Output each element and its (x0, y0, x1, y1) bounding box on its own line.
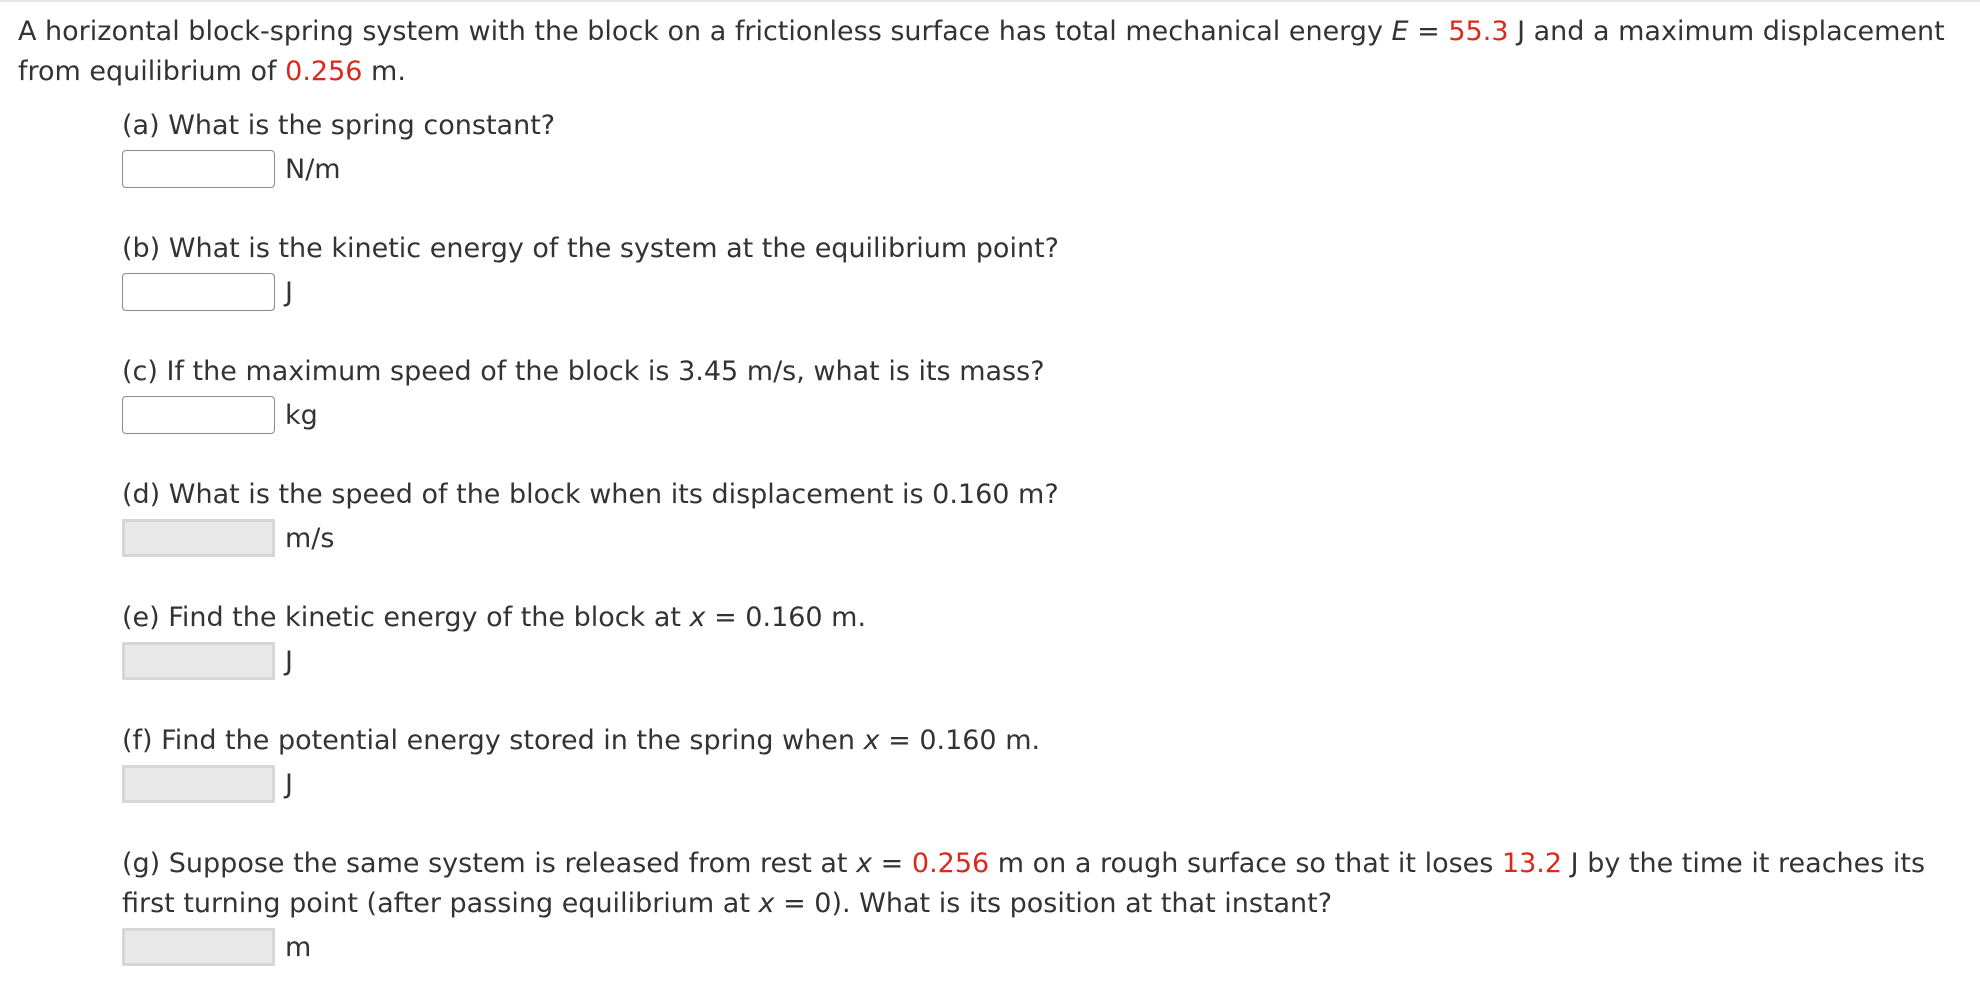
unit-f: J (285, 768, 293, 800)
intro-text: A horizontal block-spring system with the block on a frictionless surface has total mechanical energy (18, 16, 1392, 47)
answer-input-e[interactable] (122, 642, 275, 680)
answer-row-g (122, 926, 1962, 968)
part-g (122, 844, 1962, 968)
answer-row-a (122, 148, 1962, 190)
question-a: (a) What is the spring constant? (122, 110, 556, 141)
unit-d: m/s (285, 522, 335, 554)
part-c (122, 352, 1962, 436)
question-e-text: (e) Find the kinetic energy of the block at (122, 602, 690, 633)
question-f-text: = 0.160 m. (879, 725, 1041, 756)
part-a (122, 106, 1962, 190)
problem-statement (18, 12, 1968, 92)
answer-input-d[interactable] (122, 519, 275, 557)
question-g (122, 844, 1962, 924)
question-g-text: (g) Suppose the same system is released from rest at (122, 848, 857, 879)
energy-value: 55.3 (1448, 16, 1509, 47)
intro-text: J and a maximum displacement from equilibrium of (18, 16, 1945, 87)
unit-a: N/m (285, 153, 341, 185)
answer-row-f (122, 763, 1962, 805)
part-e (122, 598, 1962, 682)
part-f (122, 721, 1962, 805)
answer-input-g[interactable] (122, 928, 275, 966)
release-position-value: 0.256 (911, 848, 990, 879)
question-g-text: m on a rough surface so that it loses (989, 848, 1502, 879)
x-symbol: x (863, 725, 880, 756)
question-g-text: = (872, 848, 912, 879)
question-f (122, 721, 1962, 761)
answer-input-c[interactable] (122, 396, 275, 434)
unit-b: J (285, 276, 293, 308)
part-d (122, 475, 1962, 559)
x-symbol: x (758, 888, 775, 919)
top-divider (0, 0, 1980, 2)
question-g-text: = 0). What is its position at that instant? (774, 888, 1333, 919)
question-f-text: (f) Find the potential energy stored in the spring when (122, 725, 864, 756)
max-displacement-value: 0.256 (285, 56, 363, 87)
answer-row-d (122, 517, 1962, 559)
answer-row-e (122, 640, 1962, 682)
answer-input-b[interactable] (122, 273, 275, 311)
question-c: (c) If the maximum speed of the block is 3.45 m/s, what is its mass? (122, 356, 1045, 387)
unit-c: kg (285, 399, 318, 431)
energy-loss-value: 13.2 (1501, 848, 1563, 879)
energy-symbol: E (1391, 16, 1409, 47)
unit-e: J (285, 645, 293, 677)
equals-sign: = (1408, 16, 1449, 47)
answer-row-b (122, 271, 1962, 313)
answer-row-c (122, 394, 1962, 436)
answer-input-f[interactable] (122, 765, 275, 803)
question-b: (b) What is the kinetic energy of the system at the equilibrium point? (122, 233, 1059, 264)
question-e (122, 598, 1962, 638)
x-symbol: x (689, 602, 706, 633)
intro-text: m. (362, 56, 406, 87)
part-b (122, 229, 1962, 313)
unit-g: m (285, 931, 312, 963)
answer-input-a[interactable] (122, 150, 275, 188)
question-d: (d) What is the speed of the block when its displacement is 0.160 m? (122, 479, 1059, 510)
question-g-text: J by the time it reaches its first turning point (after passing equilibrium at (122, 848, 1926, 919)
x-symbol: x (856, 848, 873, 879)
question-e-text: = 0.160 m. (705, 602, 867, 633)
